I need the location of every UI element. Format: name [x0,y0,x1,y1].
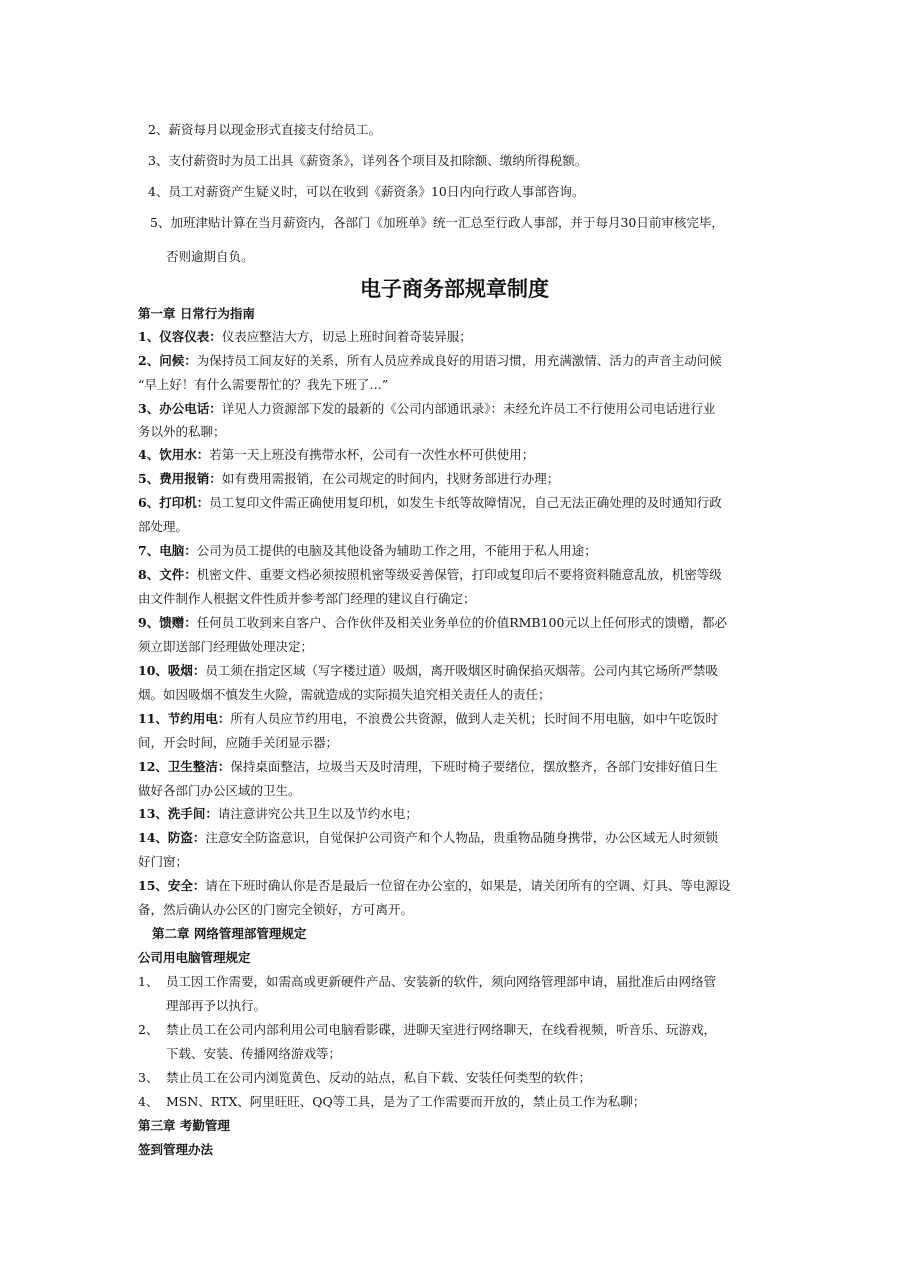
list-item-num: 4、 [138,1094,159,1109]
rule-4 [138,446,534,464]
rule-text: 为保持员工间友好的关系，所有人员应养成良好的用语习惯，用充满激情、活力的声音主动问候 [196,353,722,368]
rule-text: 请在下班时确认你是否是最后一位留在办公室的，如果是，请关闭所有的空调、灯具、等电源设 [205,878,731,893]
rule-label: 4、饮用水： [138,447,210,462]
list-item: MSN、RTX、阿里旺旺、QQ等工具，是为了工作需要而开放的，禁止员工作为私聊； [166,1094,646,1109]
rule-10 [138,662,718,680]
rule-label: 12、卫生整洁： [138,759,231,774]
rule-9-cont: 须立即送部门经理做处理决定； [138,639,314,654]
rule-6-cont: 部处理。 [138,519,189,534]
chapter-3-heading: 第三章 考勤管理 [138,1118,230,1133]
rule-3-cont: 务以外的私聊； [138,424,226,439]
list-item-cont: 理部再予以执行。 [166,998,267,1013]
chapter-2-heading: 第二章 网络管理部管理规定 [152,926,307,941]
rule-text: 保持桌面整洁，垃圾当天及时清理，下班时椅子要绪位，摆放整齐，各部门安排好值日生 [230,759,718,774]
salary-item-3: 3、支付薪资时为员工出具《薪资条》，详列各个项目及扣除额、缴纳所得税额。 [148,153,588,168]
rule-7 [138,542,597,560]
rule-9 [138,614,727,632]
rule-10-cont: 烟。如因吸烟不慎发生火险，需就造成的实际损失追究相关责任人的责任； [138,687,551,702]
rule-text: 员工复印文件需正确使用复印机，如发生卡纸等故障情况，自己无法正确处理的及时通知行政 [209,495,722,510]
rule-14-cont: 好门窗； [138,854,189,869]
chapter-2-subheading: 公司用电脑管理规定 [138,950,251,965]
rule-label: 9、馈赠： [138,615,197,630]
rule-12 [138,758,718,776]
salary-item-5-cont: 否则逾期自负。 [166,249,254,264]
list-item-num: 1、 [138,974,159,989]
salary-item-5: 5、加班津贴计算在当月薪资内，各部门《加班单》统一汇总至行政人事部，并于每月30日前审核完毕， [150,215,724,230]
list-item: 禁止员工在公司内浏览黄色、反动的站点，私自下载、安装任何类型的软件； [166,1070,592,1085]
list-item: 员工因工作需要，如需高或更新硬件产品、安装新的软件，须向网络管理部申请，届批准后由网络管 [166,974,717,989]
list-item: 禁止员工在公司内部利用公司电脑看影碟，进聊天室进行网络聊天，在线看视频，听音乐、玩游戏， [166,1022,717,1037]
rule-2 [138,352,722,370]
rule-8-cont: 由文件制作人根据文件性质并参考部门经理的建议自行确定； [138,591,476,606]
rule-text: 如有费用需报销，在公司规定的时间内，找财务部进行办理； [221,471,560,486]
rule-label: 3、办公电话： [138,401,222,416]
document-title: 电子商务部规章制度 [360,277,549,301]
rule-15-cont: 备，然后确认办公区的门窗完全锁好，方可离开。 [138,902,414,917]
salary-item-2: 2、薪资每月以现金形式直接支付给员工。 [148,122,381,137]
rule-label: 8、文件： [138,567,197,582]
rule-text: 请注意讲究公共卫生以及节约水电； [217,806,418,821]
rule-11-cont: 间，开会时间，应随手关闭显示器； [138,735,339,750]
rule-label: 5、费用报销： [138,471,222,486]
rule-15 [138,877,730,895]
rule-6 [138,494,722,512]
chapter-3-subheading: 签到管理办法 [138,1142,214,1157]
rule-text: 所有人员应节约用电，不浪费公共资源，做到人走关机；长时间不用电脑，如中午吃饭时 [230,711,718,726]
rule-text: 若第一天上班没有携带水杯，公司有一次性水杯可供使用； [209,447,535,462]
rule-8 [138,566,722,584]
rule-13 [138,805,418,823]
list-item-num: 2、 [138,1022,159,1037]
rule-label: 15、安全： [138,878,206,893]
rule-label: 11、节约用电： [138,711,231,726]
rule-label: 10、吸烟： [138,663,206,678]
rule-text: 员工须在指定区域（写字楼过道）吸烟，离开吸烟区时确保掐灭烟蒂。公司内其它场所严禁吸 [205,663,718,678]
rule-3 [138,400,715,418]
salary-item-4: 4、员工对薪资产生疑义时，可以在收到《薪资条》10日内向行政人事部咨询。 [148,184,585,199]
rule-label: 13、洗手间： [138,806,218,821]
list-item-num: 3、 [138,1070,159,1085]
rule-text: 仪表应整洁大方，切忌上班时间着奇装异服； [221,329,472,344]
rule-text: 机密文件、重要文档必须按照机密等级妥善保管，打印或复印后不要将资料随意乱放，机密等级 [196,567,722,582]
rule-5 [138,470,559,488]
rule-label: 7、电脑： [138,543,197,558]
list-item-cont: 下载、安装、传播网络游戏等； [166,1046,342,1061]
rule-12-cont: 做好各部门办公区域的卫生。 [138,783,301,798]
rule-label: 2、问候： [138,353,197,368]
rule-14 [138,829,718,847]
rule-2-cont: “早上好！有什么需要帮忙的？我先下班了…” [138,377,389,392]
rule-text: 任何员工收到来自客户、合作伙伴及相关业务单位的价值RMB100元以上任何形式的馈赠，都必 [196,615,727,630]
rule-11 [138,710,718,728]
chapter-1-heading: 第一章 日常行为指南 [138,306,255,321]
rule-label: 14、防盗： [138,830,206,845]
rule-1 [138,328,472,346]
rule-text: 注意安全防盗意识，自觉保护公司资产和个人物品，贵重物品随身携带，办公区域无人时须锁 [205,830,718,845]
rule-text: 详见人力资源部下发的最新的《公司内部通讯录》：未经允许员工不行使用公司电话进行业 [221,401,716,416]
rule-label: 6、打印机： [138,495,210,510]
rule-text: 公司为员工提供的电脑及其他设备为辅助工作之用，不能用于私人用途； [196,543,597,558]
rule-label: 1、仪容仪表： [138,329,222,344]
